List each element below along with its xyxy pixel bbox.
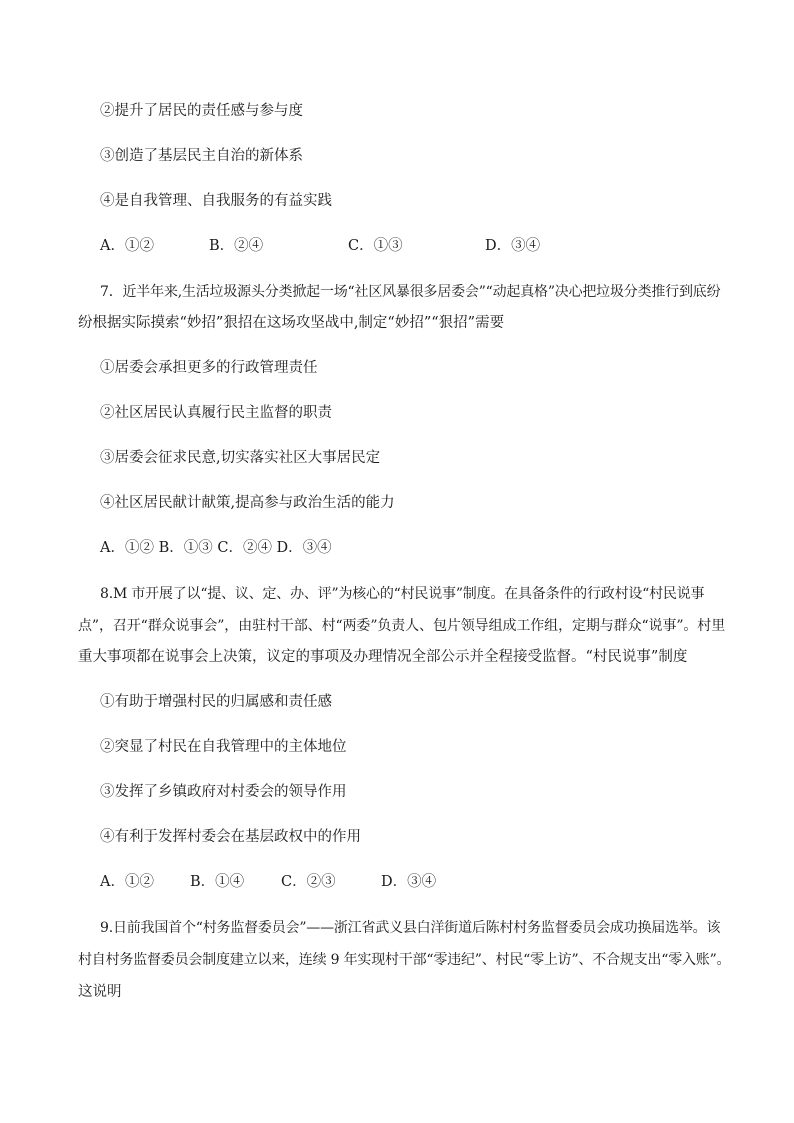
q8-option-1: ①有助于增强村民的归属感和责任感 — [100, 694, 332, 710]
question-8-stem-cont-2: 重大事项都在说事会上决策，议定的事项及办理情况全部公示并全程接受监督。“村民说事”制度 — [78, 649, 688, 665]
option-2: ②提升了居民的责任感与参与度 — [100, 103, 303, 119]
q8-option-2: ②突显了村民在自我管理中的主体地位 — [100, 739, 347, 755]
question-8-stem-cont-1: 点”，召开“群众说事会”，由驻村干部、村“两委”负责人、包片领导组成工作组，定期与群众“说事”。村里 — [78, 618, 726, 634]
q7-choices: A．①② B．①③ C．②④ D．③④ — [100, 540, 332, 556]
question-7-stem-cont: 纷根据实际摸索“妙招”狠招在这场攻坚战中,制定“妙招”“狠招”需要 — [78, 315, 505, 331]
q7-option-4: ④社区居民献计献策,提高参与政治生活的能力 — [100, 495, 395, 511]
option-4: ④是自我管理、自我服务的有益实践 — [100, 193, 332, 209]
question-9-stem-cont-2: 这说明 — [78, 984, 122, 1000]
q7-option-3: ③居委会征求民意,切实落实社区大事居民定 — [100, 450, 381, 466]
q8-option-4: ④有利于发挥村委会在基层政权中的作用 — [100, 829, 361, 845]
q8-choice-d: D．③④ — [381, 874, 437, 890]
q8-choice-c: C．②③ — [281, 874, 336, 890]
question-9-stem-cont-1: 村自村务监督委员会制度建立以来，连续 9 年实现村干部“零违纪”、村民“零上访”、不合规支出“零入账”。 — [78, 952, 731, 968]
question-7-stem: 7．近半年来,生活垃圾源头分类掀起一场“社区风暴很多居委会”“动起真格”决心把垃圾分类推行到底纷 — [100, 284, 721, 300]
q8-option-3: ③发挥了乡镇政府对村委会的领导作用 — [100, 784, 347, 800]
choice-a: A．①② — [100, 238, 154, 254]
choice-d: D．③④ — [485, 238, 541, 254]
question-8-stem: 8.M 市开展了以“提、议、定、办、评”为核心的“村民说事”制度。在具备条件的行政村设“村民说事 — [100, 586, 705, 602]
q7-option-1: ①居委会承担更多的行政管理责任 — [100, 360, 318, 376]
q7-option-2: ②社区居民认真履行民主监督的职责 — [100, 405, 332, 421]
q8-choice-b: B．①④ — [190, 874, 245, 890]
option-3: ③创造了基层民主自治的新体系 — [100, 148, 303, 164]
q8-choice-a: A．①② — [100, 874, 154, 890]
choice-b: B．②④ — [209, 238, 264, 254]
question-9-stem: 9.日前我国首个“村务监督委员会”——浙江省武义县白洋街道后陈村村务监督委员会成功换届选举。该 — [100, 920, 721, 936]
choice-c: C．①③ — [348, 238, 403, 254]
